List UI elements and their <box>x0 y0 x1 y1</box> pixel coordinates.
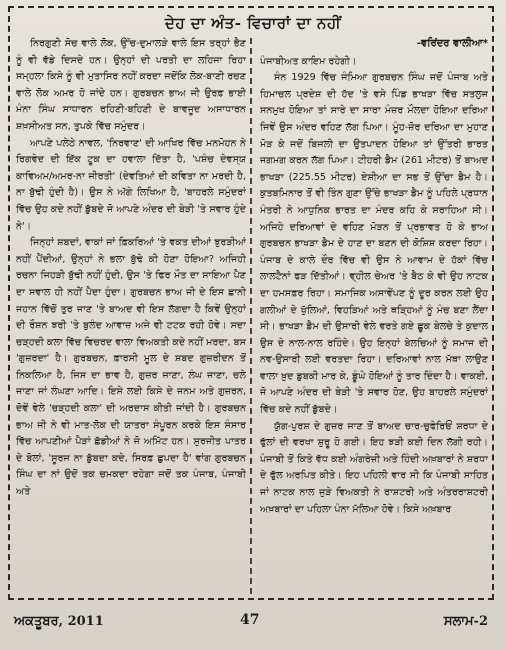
left-paragraph-2: ਆਪਣੇ ਪਲੇਠੇ ਨਾਵਲ, 'ਨਿਰਵਾਣ' ਦੀ ਆਖਿਰ ਵਿੱਚ ਮਨਮੋਹਨ ਨੇ ਰਿਗਵੇਦ ਦੀ ਇੱਕ ਟੂਕ ਦਾ ਹਵਾਲਾ ਦਿੱਤਾ ਹੈ, 'ਪਸ਼ੰਚ ਦੇਵਸ੍ਯ ਕਾਵਿਅਮ/ਅਮਰ-ਨਾ ਜੀਰਤੀ' (ਦੇਵਤਿਆਂ ਦੀ ਕਵਿਤਾ ਨਾ ਮਰਦੀ ਹੈ, ਨਾ ਬੁੱਢੀ ਹੁੰਦੀ ਹੈ)। ਉਸ ਨੇ ਅੱਗੇ ਲਿਖਿਆ ਹੈ, 'ਬਾਹਰਲੇ ਸਮੁੰਦਰਾਂ ਵਿੱਚ ਉਹ ਕਦੇ ਨਹੀਂ ਡੁੱਬਦੇ ਜੋ ਆਪਣੇ ਅੰਦਰ ਦੀ ਬੇੜੀ 'ਤੇ ਸਵਾਰ ਹੁੰਦੇ ਨੇ'। <box>16 137 246 232</box>
right-paragraph-1: ਸੰਨ 1929 ਵਿੱਚ ਜੰਮਿਆ ਗੁਰਬਚਨ ਸਿੰਘ ਜਦੋਂ ਪੰਜਾਬ ਅਤੇ ਹਿਮਾਚਲ ਪ੍ਰਦੇਸ਼ ਦੀ ਹੱਦ 'ਤੇ ਵਸੇ ਪਿੰਡ ਭਾਖੜਾ ਵਿੱਚ ਸਤਲੁਜ ਸਨਮੁਖ ਹੋਇਆ ਤਾਂ ਸਾਰੇ ਦਾ ਸਾਰਾ ਮੰਜ਼ਰ ਮੌਲਦਾ ਹੋਇਆ ਦਰਿਆ ਜਿਵੇਂ ਉਸ ਅੰਦਰ ਵਹਿਣ ਲੱਗ ਪਿਆ। ਮੂੰਹ-ਜ਼ੋਰ ਦਰਿਆ ਦਾ ਮੁਹਾਣ ਮੋੜ ਕੇ ਜਦੋਂ ਬਿਜਲੀ ਦਾ ਉਤਪਾਦਨ ਹੋਇਆ ਤਾਂ ਉੱਤਰੀ ਭਾਰਤ ਜਗਮਗ ਕਰਨ ਲੱਗ ਪਿਆ। ਟੀਹਰੀ ਡੈਮ (261 ਮੀਟਰ) ਤੋਂ ਬਾਅਦ ਭਾਖੜਾ (225.55 ਮੀਟਰ) ਏਸ਼ੀਆ ਦਾ ਸਭ ਤੋਂ ਉੱਚਾ ਡੈਮ ਹੈ। ਕੁਤਬਮਿਨਾਰ ਤੋਂ ਵੀ ਤਿੰਨ ਗੁਣਾ ਉੱਚੇ ਭਾਖੜਾ ਡੈਮ ਨੂੰ ਪਹਿਲੇ ਪ੍ਰਧਾਨ ਮੰਤਰੀ ਨੇ ਆਧੁਨਿਕ ਭਾਰਤ ਦਾ ਮੰਦਰ ਕਹਿ ਕੇ ਸਰਾਹਿਆ ਸੀ। ਅਜਿਹੇ ਦਰਿਆਵਾਂ ਦੇ ਵਹਿਣ ਮੋੜਨ ਤੋਂ ਪ੍ਰਭਾਵਤ ਹੋ ਕੇ ਭਾਅ ਗੁਰਬਚਨ ਭਾਖੜਾ ਡੈਮ ਦੇ ਹਾਣ ਦਾ ਬਣਨ ਦੀ ਕੋਸ਼ਿਸ਼ ਕਰਦਾ ਰਿਹਾ। ਪੰਜਾਬ ਦੇ ਕਾਲੇ ਦੌਰ ਵਿੱਚ ਵੀ ਉਸ ਨੇ ਆਵਾਮ ਦੇ ਹੱਕਾਂ ਵਿੱਚ ਲਾਲਟੈਨਾਂ ਫੜ ਦਿੱਤੀਆਂ। ਵ੍ਹੀਲ ਚੇਅਰ 'ਤੇ ਬੈਠ ਕੇ ਵੀ ਉਹ ਨਾਟਕ ਦਾ ਹਮਸਫ਼ਰ ਰਿਹਾ। ਸਮਾਜਿਕ ਅਸਾਵੇਂਪਣ ਨੂੰ ਦੂਰ ਕਰਨ ਲਈ ਉਹ ਗਲੀਆਂ ਦੇ ਖੁੱਲਿਆਂ, ਵਿਹੜਿਆਂ ਅਤੇ ਥੜ੍ਹਿਆਂ ਨੂੰ ਮੰਚ ਬਣਾ ਲੈਂਦਾ ਸੀ। ਭਾਖੜਾ ਡੈਮ ਦੀ ਉਸਾਰੀ ਵੇਲੇ ਵਰਤੇ ਗਏ ਛੂਕ ਬੇਲਚੇ ਤੇ ਕੁਦਾਲ ਉਸ ਦੇ ਨਾਲ-ਨਾਲ ਰਹਿੰਦੇ। ਉਹ ਇਨ੍ਹਾਂ ਬੇਲਚਿਆਂ ਨੂੰ ਸਮਾਜ ਦੀ ਨਵ-ਉਸਾਰੀ ਲਈ ਵਰਤਦਾ ਰਿਹਾ। ਦਰਿਆਵਾਂ ਨਾਲ ਮੱਥਾ ਲਾਉਣ ਵਾਲਾ ਖ਼ੁਦ ਡੁਬਕੀ ਮਾਰ ਕੇ, ਡੂੰਘੇ ਹੋਇਆਂ ਨੂੰ ਤਾਰ ਦਿੰਦਾ ਹੈ। ਵਾਕਈ, ਜੋ ਆਪਣੇ ਅੰਦਰ ਦੀ ਬੇੜੀ 'ਤੇ ਸਵਾਰ ਹੋਣ, ਉਹ ਬਾਹਰਲੇ ਸਮੁੰਦਰਾਂ ਵਿੱਚ ਕਦੇ ਨਹੀਂ ਡੁੱਬਦੇ। <box>260 72 488 416</box>
right-lead-line: ਪੰਜਾਬੀਅਤ ਕਾਇਮ ਰਹੇਗੀ। <box>260 55 357 67</box>
column-divider <box>250 38 252 594</box>
page-number: 47 <box>240 612 260 628</box>
page-footer <box>0 602 506 642</box>
left-paragraph-3: ਜਿਨ੍ਹਾਂ ਸ਼ਬਦਾਂ, ਵਾਕਾਂ ਜਾਂ ਫ਼ਿਕਰਿਆਂ 'ਤੇ ਵਕਤ ਦੀਆਂ ਝੁਰੜੀਆਂ ਨਹੀਂ ਪੈਂਦੀਆਂ, ਉਨ੍ਹਾਂ ਨੇ ਭਲਾ ਬੁੱਢੇ ਕੀ ਹੋਣਾ ਹੋਇਆ? ਅਜਿਹੀ ਰਚਨਾ ਜਿਹੜੀ ਬੁੱਢੀ ਨਹੀਂ ਹੁੰਦੀ, ਉਸ 'ਤੇ ਫਿਰ ਮੌਤ ਦਾ ਸਾਇਆ ਪੈਣ ਦਾ ਸਵਾਲ ਹੀ ਨਹੀਂ ਪੈਦਾ ਹੁੰਦਾ। ਗੁਰਬਚਨ ਭਾਅ ਜੀ ਦੇ ਇਸ ਛਾਨੀ ਜਹਾਨ ਵਿੱਚੋਂ ਤੁਰ ਜਾਣ 'ਤੇ ਬਾਅਦ ਵੀ ਇਸ ਲੱਗਦਾ ਹੈ ਕਿਵੇਂ ਉਨ੍ਹਾਂ ਦੀ ਰੌਸ਼ਨ ਝਰੀ 'ਤੇ ਬੁਲੰਦ ਆਵਾਜ਼ ਅਜੇ ਵੀ ਟਟਕ ਰਹੀ ਹੋਵੇ। ਸਦਾ ਚੜ੍ਹਦੀ ਕਲਾ ਵਿੱਚ ਵਿਚਰਦ ਵਾਲਾ ਵਿਅਕਤੀ ਕਦੇ ਨਹੀਂ ਮਰਦਾ, ਬਸ 'ਗੁਜ਼ਰਦਾ' ਹੈ। ਗੁਰਬਚਨ, ਫ਼ਾਰਸੀ ਮੂਲ ਦੇ ਸ਼ਬਦ ਗੁਜ਼ਰੀਦਨ ਤੋਂ ਨਿਕਲਿਆ ਹੈ, ਜਿਸ ਦਾ ਭਾਵ ਹੈ, ਗੁਜ਼ਰ ਜਾਣਾ, ਲੰਘ ਜਾਣਾ, ਚਲੇ ਜਾਣਾ ਜਾਂ ਲੰਘਣਾ ਆਦਿ। ਇਸੇ ਲਈ ਕਿਸੇ ਦੇ ਜਨਮ ਅਤੇ ਗੁਜ਼ਰਨ, ਦੋਵੇਂ ਵੇਲੇ 'ਚੜ੍ਹਦੀ ਕਲਾ' ਦੀ ਅਰਦਾਸ ਕੀਤੀ ਜਾਂਦੀ ਹੈ। ਗੁਰਬਚਨ ਭਾਅ ਜੀ ਨੇ ਵੀ ਮਾਤ-ਲੋਕ ਦੀ ਯਾਤਰਾ ਸੰਪੂਰਨ ਕਰਕੇ ਇਸ ਸੰਸਾਰ ਵਿੱਚ ਆਪਣੀਆਂ ਪੈੜਾਂ ਛੱਡੀਆਂ ਨੇ ਜੋ ਅਮਿੱਟ ਹਨ। ਸੁਰਜੀਤ ਪਾਤਰ ਦੇ ਬੋਲਾਂ, 'ਸੂਰਜ ਨਾ ਡੁੱਬਦਾ ਕਦੇ, ਸਿਰਫ਼ ਛੁਪਦਾ ਹੈ' ਵਾਂਗ ਗੁਰਬਚਨ ਸਿੰਘ ਦਾ ਨਾਂ ਉਦੋਂ ਤਕ ਚਮਕਦਾ ਰਹੇਗਾ ਜਦੋਂ ਤਕ ਪੰਜਾਬ, ਪੰਜਾਬੀ ਅਤੇ <box>16 237 246 498</box>
magazine-name: ਸਲਾਮ-2 <box>443 614 488 629</box>
left-column <box>16 36 246 596</box>
article-title: ਦੇਹ ਦਾ ਅੰਤ- ਵਿਚਾਰਾਂ ਦਾ ਨਹੀਂ <box>164 14 342 32</box>
right-column <box>260 36 488 596</box>
issue-date: ਅਕਤੂਬਰ, 2011 <box>14 614 104 629</box>
right-paragraph-2: ਯੁੱਗ-ਪੁਰਸ਼ ਦੇ ਗੁਜ਼ਰ ਜਾਣ ਤੋਂ ਬਾਅਦ ਚਾਰ-ਚੁਫੇਰਿਓਂ ਸ਼ਰਧਾ ਦੇ ਫੁੱਲਾਂ ਦੀ ਵਰਖਾ ਸ਼ੁਰੂ ਹੋ ਗਈ। ਇਹ ਝੜੀ ਕਈ ਦਿਨ ਲੱਗੀ ਰਹੀ। ਪੰਜਾਬੀ ਤੋਂ ਕਿਤੇ ਵੱਧ ਕਈ ਅੰਗਰੇਜ਼ੀ ਅਤੇ ਹਿੰਦੀ ਅਖ਼ਬਾਰਾਂ ਨੇ ਸ਼ਰਧਾ ਦੇ ਫੁੱਲ ਅਰਪਿਤ ਕੀਤੇ। ਇਹ ਪਹਿਲੀ ਵਾਰ ਸੀ ਕਿ ਪੰਜਾਬੀ ਸਾਹਿਤ ਜਾਂ ਨਾਟਕ ਨਾਲ ਜੁੜੇ ਵਿਅਕਤੀ ਨੇ ਰਾਸ਼ਟਰੀ ਅਤੇ ਅੰਤਰਰਾਸ਼ਟਰੀ ਅਖ਼ਬਾਰਾਂ ਦਾ ਪਹਿਲਾ ਪੰਨਾ ਮੱਲਿਆ ਹੋਵੇ। ਕਿਸੇ ਅਖ਼ਬਾਰ <box>260 420 488 515</box>
left-paragraph-1: ਨਿਰਗੁਣੀ ਸੋਚ ਵਾਲੇ ਲੋਕ, ਉੱਚ-ਦੁਮਾਲੜੇ ਵਾਲੇ ਇਸ ਤਰ੍ਹਾਂ ਭੈਣ ਨੂੰ ਵੀ ਵੱਡੇ ਦਿਸਦੇ ਹਨ। ਉਨ੍ਹਾਂ ਦੀ ਪਰਤੀ ਦਾ ਲਹਿਜਾ ਰਿਹਾ ਸਮ੍ਹਲਾ ਕਿਸੇ ਨੂੰ ਵੀ ਮੁਤਾਸਿਰ ਨਹੀਂ ਕਰਦਾ ਜਦੋਂਕਿ ਲੋਕ-ਬਾਣੀ ਰਚਣ ਵਾਲੇ ਲੋਕ ਅਮਰ ਹੋ ਜਾਂਦੇ ਹਨ। ਗੁਰਬਚਨ ਭਾਅ ਜੀ ਉਰਫ਼ ਭਾਈ ਮੰਨਾ ਸਿੰਘ ਸਾਧਾਰਨ ਰਹਿਣੀ-ਬਹਿਣੀ ਦੇ ਬਾਵਜੂਦ ਅਸਾਧਾਰਨ ਸ਼ਖ਼ਸੀਅਤ ਸਨ, ਤੁਪਕੇ ਵਿੱਚ ਸਮੁੰਦਰ। <box>16 38 246 132</box>
author-byline: -ਵਰਿਂਦਰ ਵਾਲੀਆ* <box>416 38 488 49</box>
